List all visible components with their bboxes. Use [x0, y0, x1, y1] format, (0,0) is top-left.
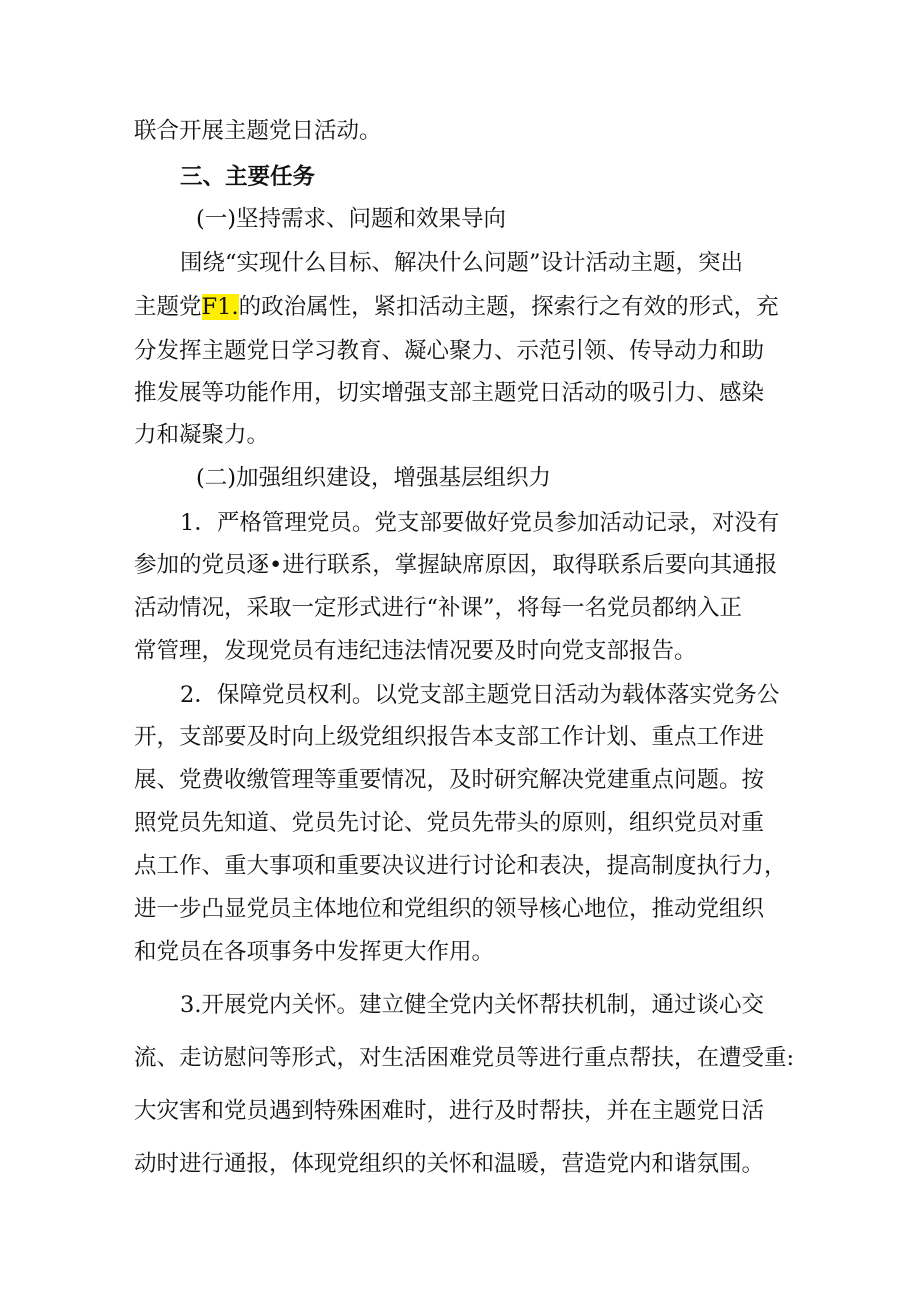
subsection-heading: (一)坚持需求、问题和效果导向 — [196, 206, 507, 232]
text-line: 1．严格管理党员。党支部要做好党员参加活动记录，对没有 — [180, 510, 780, 536]
text-line: 大灾害和党员遇到特殊困难时，进行及时帮扶，并在主题党日活 — [134, 1098, 765, 1124]
text-line: 围绕“实现什么目标、解决什么问题”设计活动主题，突出 — [180, 250, 744, 276]
text-line: 分发挥主题党日学习教育、凝心聚力、示范引领、传导动力和助 — [134, 338, 765, 364]
text-line: 联合开展主题党日活动。 — [134, 118, 382, 144]
text-line: 常管理，发现党员有违纪违法情况要及时向党支部报告。 — [134, 638, 697, 664]
text-line: 和党员在各项事务中发挥更大作用。 — [134, 939, 495, 965]
text-line: 参加的党员逐•进行联系，掌握缺席原因，取得联系后要向其通报 — [134, 552, 778, 578]
highlighted-text: F1. — [201, 294, 239, 320]
text-line: 3.开展党内关怀。建立健全党内关怀帮扶机制，通过谈心交 — [180, 992, 764, 1018]
text-line: 进一步凸显党员主体地位和党组织的领导核心地位，推动党组织 — [134, 896, 765, 922]
text-line: 力和凝聚力。 — [134, 422, 270, 448]
text-line: 活动情况，采取一定形式进行“补课”，将每一名党员都纳入正 — [134, 595, 743, 621]
text-line: 开，支部要及时向上级党组织报告本支部工作计划、重点工作进 — [134, 724, 765, 750]
text-line: 点工作、重大事项和重要决议进行讨论和表决，提高制度执行力， — [134, 853, 787, 879]
text-line: 2．保障党员权利。以党支部主题党日活动为载体落实党务公 — [180, 682, 780, 708]
text-line: 照党员先知道、党员先讨论、党员先带头的原则，组织党员对重 — [134, 810, 765, 836]
text-line: 推发展等功能作用，切实增强支部主题党日活动的吸引力、感染 — [134, 380, 765, 406]
text-line: 流、走访慰问等形式，对生活困难党员等进行重点帮扶，在遭受重: — [134, 1045, 795, 1071]
text-line: 动时进行通报，体现党组织的关怀和温暖，营造党内和谐氛围。 — [134, 1151, 765, 1177]
text-line: 展、党费收缴管理等重要情况，及时研究解决党建重点问题。按 — [134, 767, 765, 793]
text-line — [134, 292, 779, 322]
subsection-heading: (二)加强组织建设，增强基层组织力 — [196, 465, 552, 491]
text-fragment: 主题党 — [134, 294, 202, 320]
text-fragment: 的政治属性，紧扣活动主题，探索行之有效的形式，充 — [238, 294, 779, 320]
section-heading: 三、主要任务 — [180, 164, 316, 190]
